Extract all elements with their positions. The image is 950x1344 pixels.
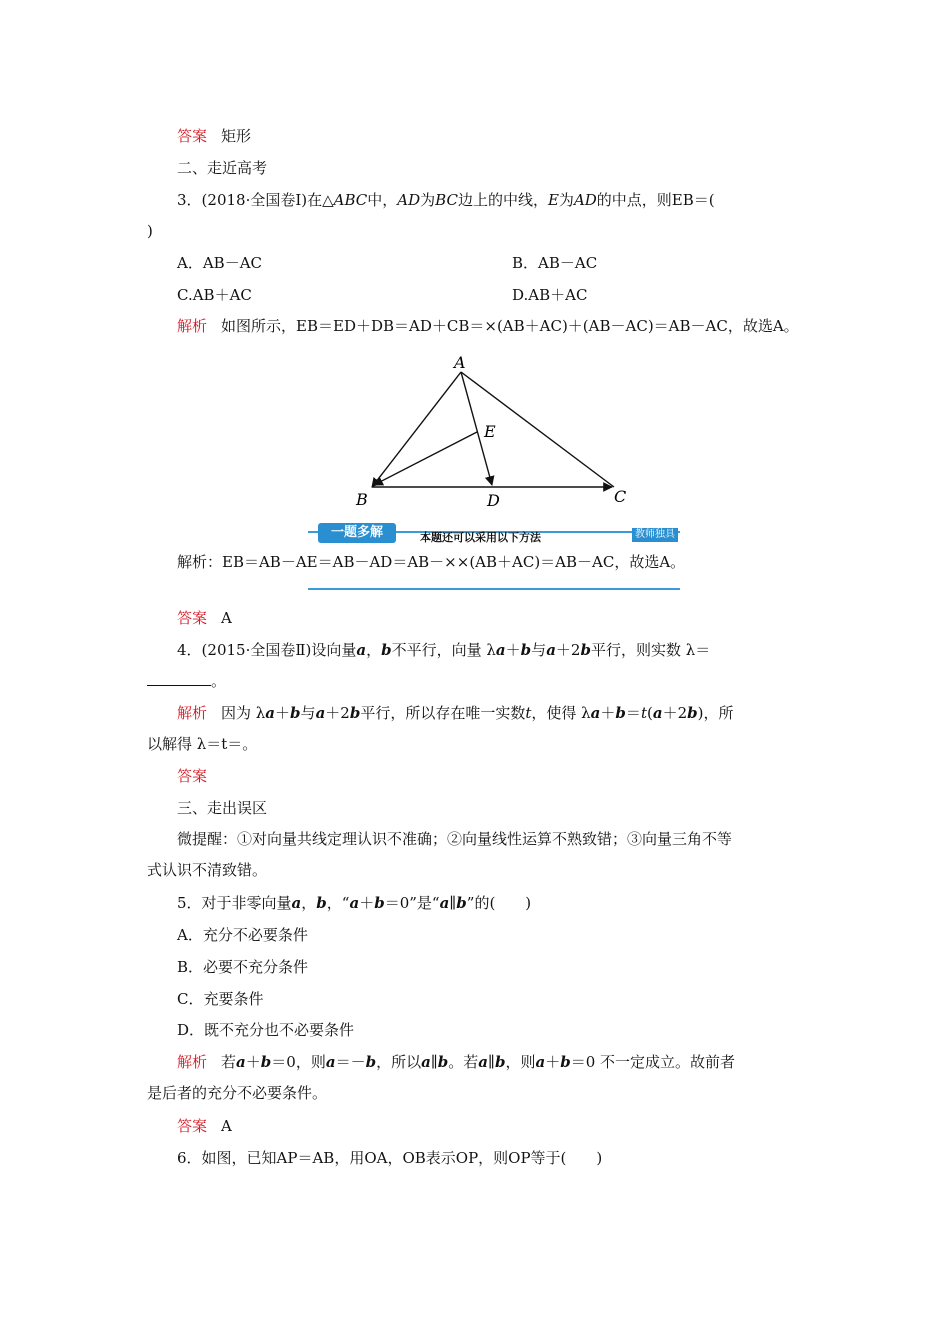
sol5-s: ＋ [545,1053,561,1071]
label-b: B [356,490,368,509]
sol4-p: t [640,704,647,722]
sol5-c: ＋ [245,1053,261,1071]
q3-text-a: 3．(2018·全国卷Ⅰ)在△ [177,191,334,209]
q3-text-f: BC [435,191,458,209]
tip-paragraph-line-1: 微提醒：①对向量共线定理认识不准确；②向量线性运算不熟致错；③向量三角不等 [177,830,733,848]
sol5-b: a [236,1053,246,1071]
answer-label: 答案 [177,609,208,627]
q4-text-h: b [520,641,532,659]
q3-text-c: 中， [367,191,398,209]
question-4 [177,640,710,660]
answer-label: 答案 [177,1117,208,1135]
answer-line-3 [177,608,232,628]
q5-c: ， [301,894,317,912]
tip-paragraph-line-2: 式认识不清致错。 [147,861,268,879]
tip-box-tag: 教师独具 [632,528,678,542]
segment-ab [372,372,461,487]
question-3 [177,190,715,210]
answer-line-5 [177,1116,232,1136]
sol5-p: b [494,1053,506,1071]
q5-h: b [374,894,385,912]
sol4-i: 平行，所以存在唯一实数 [360,704,526,722]
sol4-f: a [315,704,326,722]
sol4-a: 因为 λ [221,704,266,722]
sol4-n: b [615,704,626,722]
q3-text-h: E [547,191,559,209]
q3-text-j: AD [573,191,597,209]
sol5-f: a [325,1053,336,1071]
sol5-o: ∥ [488,1053,495,1071]
q5-e: ，“ [326,894,350,912]
solution-5-line-2: 是后者的充分不必要条件。 [147,1084,328,1102]
q4-text-i: 与 [531,641,547,659]
q4-text-f: a [495,641,506,659]
q5-i: ＝0”是“ [384,894,440,912]
answer-value: A [221,1117,232,1135]
q5-b: a [291,894,302,912]
sol4-u: )，所 [697,704,734,722]
option-b: B．AB－AC [512,254,598,272]
q5-k: ∥ [449,894,457,912]
sol5-d: b [260,1053,272,1071]
tip-box-bottom-rule [308,588,680,590]
sol5-h: b [365,1053,377,1071]
solution-label: 解析 [177,317,208,335]
q5-j: a [439,894,450,912]
question-6: 6．如图，已知AP＝AB，用OA，OB表示OP，则OP等于( ) [177,1149,603,1167]
q5-a: 5．对于非零向量 [177,894,292,912]
answer-blank [147,671,211,686]
answer-line-4 [177,766,207,786]
alternative-solution: 解析：EB＝AB－AE＝AB－AD＝AB－××(AB＋AC)＝AB－AC，故选A。 [177,553,686,571]
q4-text-c: ， [366,641,382,659]
q3-text-k: 的中点，则EB＝( [596,191,715,209]
tip-box-badge: 一题多解 [318,523,396,543]
label-c: C [614,487,627,506]
sol4-e: 与 [300,704,316,722]
answer-line-1 [177,126,251,146]
answer-label: 答案 [177,767,208,785]
sol4-k: ，使得 λ [531,704,591,722]
q3-text-i: 为 [558,191,574,209]
answer-label: 答案 [177,127,208,145]
question-3-close: ) [147,222,153,240]
q5-l: b [456,894,467,912]
q4-text-m: 平行，则实数 λ＝ [590,641,711,659]
triangle-figure [350,350,640,515]
q4-text-b: a [356,641,367,659]
q4-text-g: ＋ [505,641,521,659]
section-heading-3: 三、走出误区 [177,799,268,817]
sol4-g: ＋2 [325,704,350,722]
sol4-r: a [652,704,663,722]
sol4-c: ＋ [275,704,291,722]
q5-m: ”的( ) [466,894,532,912]
question-5 [177,893,531,913]
solution-label: 解析 [177,1053,208,1071]
solution-label: 解析 [177,704,208,722]
sol4-m: ＋ [600,704,616,722]
q5-g: ＋ [359,894,375,912]
q4-end: 。 [211,672,227,690]
question-4-blank-line [147,671,226,691]
sol5-e: ＝0，则 [271,1053,326,1071]
sol5-g: ＝－ [335,1053,366,1071]
sol4-s: ＋2 [662,704,688,722]
q4-text-k: ＋2 [555,641,581,659]
q5-option-a: A．充分不必要条件 [177,926,308,944]
q3-text-g: 边上的中线， [457,191,548,209]
section-heading-2: 二、走近高考 [177,159,268,177]
q5-d: b [316,894,327,912]
q4-text-d: b [381,641,392,659]
label-e: E [484,422,496,441]
sol4-h: b [349,704,361,722]
q3-text-d: AD [397,191,421,209]
q4-text-e: 不平行，向量 λ [391,641,496,659]
sol5-t: b [560,1053,571,1071]
sol5-n: a [478,1053,489,1071]
sol4-l: a [590,704,601,722]
sol4-j: t [525,704,532,722]
tip-box-header [308,523,680,545]
sol5-r: a [535,1053,546,1071]
sol5-j: a [421,1053,431,1071]
sol4-b: a [265,704,276,722]
label-d: D [487,491,500,510]
label-a: A [454,353,466,372]
sol4-t: b [687,704,698,722]
sol4-q: ( [646,704,653,722]
q4-text-j: a [546,641,556,659]
q5-option-b: B．必要不充分条件 [177,958,309,976]
q5-f: a [349,894,360,912]
segment-eb [374,432,477,485]
solution-5 [177,1052,735,1072]
option-d: D.AB＋AC [512,286,588,304]
sol4-o: ＝ [625,704,641,722]
answer-value: A [221,609,232,627]
sol5-a: 若 [221,1053,237,1071]
solution-3-text: 如图所示，EB＝ED＋DB＝AD＋CB＝×(AB＋AC)＋(AB－AC)＝AB－AC，故选A。 [221,317,799,335]
sol5-q: ，则 [505,1053,536,1071]
solution-3 [177,316,799,336]
solution-4-line-2: 以解得 λ＝t＝。 [147,735,258,753]
q4-text-a: 4．(2015·全国卷Ⅱ)设向量 [177,641,357,659]
solution-4 [177,703,733,723]
q3-text-e: 为 [420,191,436,209]
sol4-d: b [290,704,301,722]
tip-box-caption: 本题还可以采用以下方法 [420,531,541,544]
option-c: C.AB＋AC [177,286,252,304]
sol5-m: 。若 [448,1053,479,1071]
q4-text-l: b [580,641,591,659]
q5-option-c: C．充要条件 [177,990,264,1008]
q5-option-d: D．既不充分也不必要条件 [177,1021,355,1039]
sol5-i: ，所以 [376,1053,422,1071]
option-a: A．AB－AC [177,254,262,272]
q3-text-b: ABC [333,191,368,209]
answer-value: 矩形 [221,127,252,145]
sol5-u: ＝0 不一定成立。故前者 [570,1053,736,1071]
sol5-l: b [437,1053,449,1071]
sol5-k: ∥ [430,1053,438,1071]
